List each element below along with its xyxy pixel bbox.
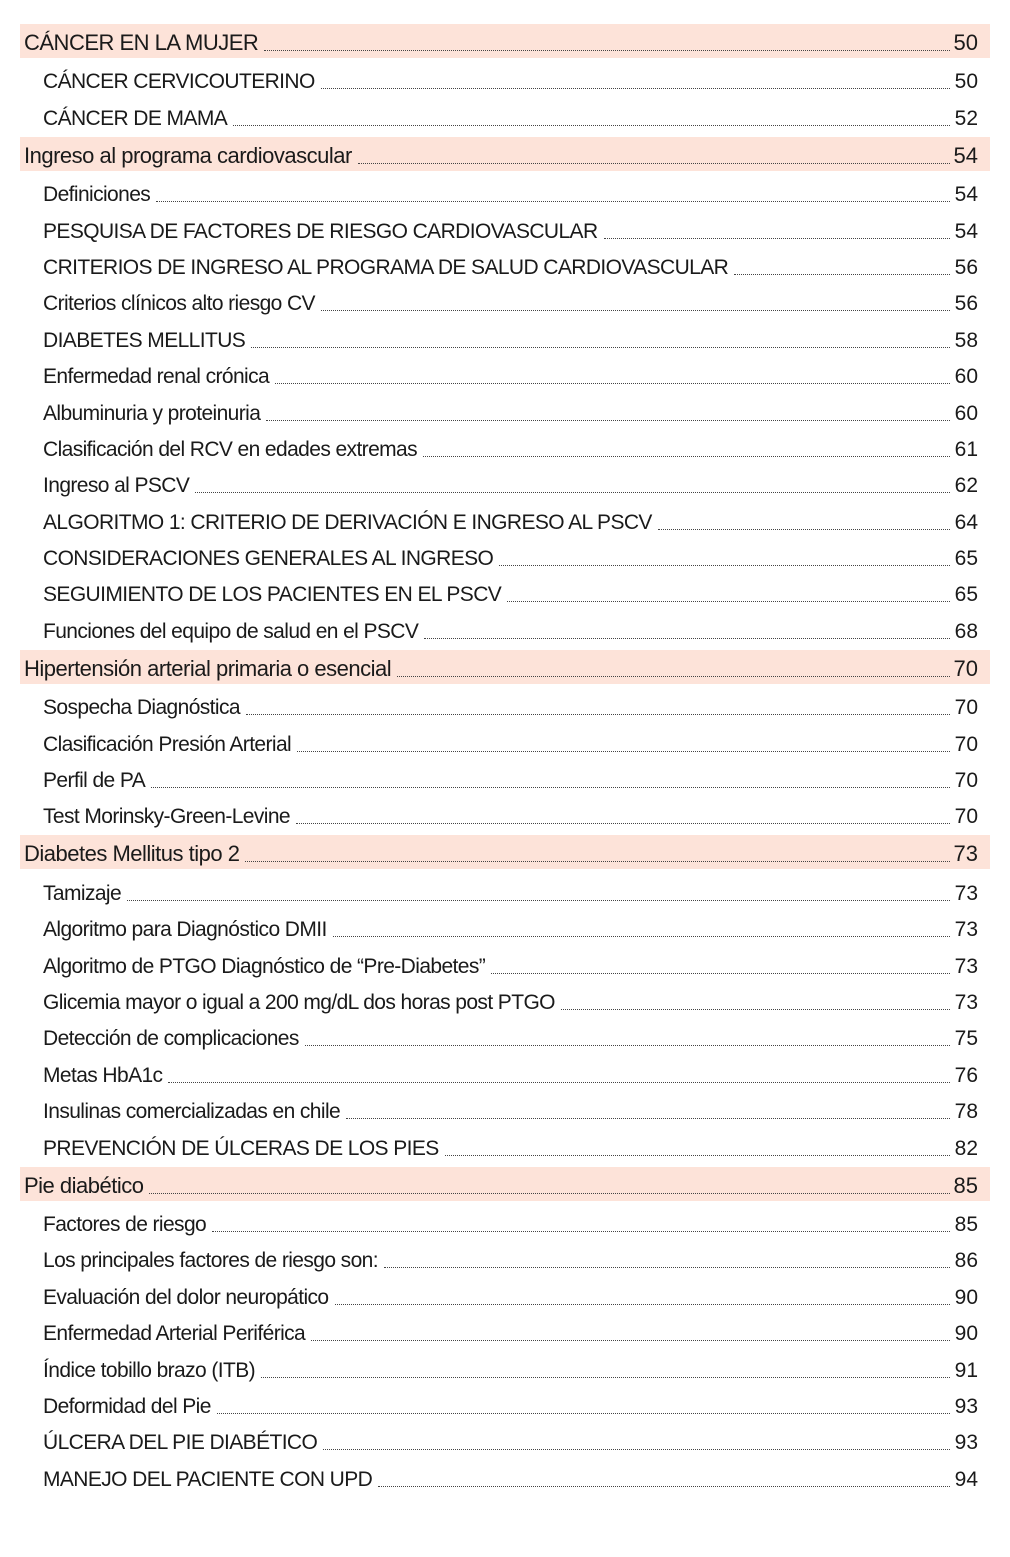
page-number: 70 <box>954 732 978 756</box>
toc-entry[interactable] <box>20 428 990 464</box>
page-number: 73 <box>954 954 978 978</box>
section-title: Diabetes Mellitus tipo 2 <box>24 841 240 867</box>
page-number: 86 <box>954 1249 978 1273</box>
toc-section-heading[interactable] <box>20 137 990 171</box>
dot-leader <box>151 787 950 788</box>
entry-title: Factores de riesgo <box>43 1212 207 1236</box>
dot-leader <box>195 492 950 493</box>
dot-leader <box>233 125 950 126</box>
entry-title: Clasificación del RCV en edades extremas <box>43 437 418 461</box>
entry-title: Albuminuria y proteinuria <box>43 401 261 425</box>
page-number: 70 <box>954 769 978 793</box>
dot-leader <box>604 238 950 239</box>
dot-leader <box>424 638 950 639</box>
page-number: 56 <box>954 255 978 279</box>
dot-leader <box>397 676 949 677</box>
toc-entry[interactable] <box>20 1457 990 1493</box>
page-number: 73 <box>954 918 978 942</box>
entry-title: ALGORITMO 1: CRITERIO DE DERIVACIÓN E INGRESO AL PSCV <box>43 510 652 534</box>
toc-entry[interactable] <box>20 537 990 573</box>
entry-title: Evaluación del dolor neuropático <box>43 1285 329 1309</box>
dot-leader <box>335 1304 950 1305</box>
entry-title: PREVENCIÓN DE ÚLCERAS DE LOS PIES <box>43 1136 439 1160</box>
page-number: 68 <box>954 619 978 643</box>
entry-title: Tamizaje <box>43 881 122 905</box>
page-number: 65 <box>954 547 978 571</box>
page-number: 56 <box>954 292 978 316</box>
toc-entry[interactable] <box>20 355 990 391</box>
toc-entry[interactable] <box>20 573 990 609</box>
page-number: 73 <box>954 881 978 905</box>
toc-entry[interactable] <box>20 1385 990 1421</box>
section-title: Hipertensión arterial primaria o esencial <box>24 655 392 681</box>
entry-title: Funciones del equipo de salud en el PSCV <box>43 619 419 643</box>
dot-leader <box>499 565 950 566</box>
toc-entry[interactable] <box>20 722 990 758</box>
entry-title: Definiciones <box>43 183 151 207</box>
dot-leader <box>149 1193 949 1194</box>
page-number: 94 <box>954 1467 978 1491</box>
toc-entry[interactable] <box>20 391 990 427</box>
toc-entry[interactable] <box>20 1203 990 1239</box>
entry-title: Detección de complicaciones <box>43 1027 299 1051</box>
section-title: Pie diabético <box>24 1172 144 1198</box>
dot-leader <box>358 163 950 164</box>
dot-leader <box>261 1377 950 1378</box>
entry-title: Sospecha Diagnóstica <box>43 696 240 720</box>
toc-section-heading[interactable] <box>20 835 990 869</box>
entry-title: CRITERIOS DE INGRESO AL PROGRAMA DE SALUD CARDIOVASCULAR <box>43 255 729 279</box>
page-number: 70 <box>953 655 978 681</box>
dot-leader <box>296 823 950 824</box>
dot-leader <box>734 274 950 275</box>
dot-leader <box>217 1413 950 1414</box>
entry-title: Glicemia mayor o igual a 200 mg/dL dos horas post PTGO <box>43 990 555 1014</box>
page-number: 62 <box>954 474 978 498</box>
dot-leader <box>127 900 950 901</box>
dot-leader <box>297 751 950 752</box>
dot-leader <box>321 88 950 89</box>
page-number: 50 <box>953 30 978 55</box>
page-number: 70 <box>954 696 978 720</box>
toc-entry[interactable] <box>20 1126 990 1162</box>
toc-section-heading[interactable] <box>20 24 990 58</box>
toc-entry[interactable] <box>20 246 990 282</box>
dot-leader <box>321 310 950 311</box>
entry-title: CÁNCER DE MAMA <box>43 106 228 130</box>
page-number: 50 <box>954 70 978 94</box>
entry-title: Los principales factores de riesgo son: <box>43 1249 378 1273</box>
toc-entry[interactable] <box>20 686 990 722</box>
dot-leader <box>346 1118 950 1119</box>
toc-entry[interactable] <box>20 173 990 209</box>
entry-title: Test Morinsky-Green-Levine <box>43 805 290 829</box>
page-number: 76 <box>954 1063 978 1087</box>
dot-leader <box>333 936 950 937</box>
dot-leader <box>561 1009 950 1010</box>
section-title: CÁNCER EN LA MUJER <box>24 30 259 55</box>
entry-title: Deformidad del Pie <box>43 1394 211 1418</box>
page-number: 90 <box>954 1322 978 1346</box>
dot-leader <box>168 1082 950 1083</box>
page-number: 93 <box>954 1431 978 1455</box>
toc-entry[interactable] <box>20 944 990 980</box>
toc-entry[interactable] <box>20 871 990 907</box>
dot-leader <box>246 714 950 715</box>
page-number: 70 <box>954 805 978 829</box>
entry-title: SEGUIMIENTO DE LOS PACIENTES EN EL PSCV <box>43 583 502 607</box>
toc-entry[interactable] <box>20 1053 990 1089</box>
dot-leader <box>264 50 949 51</box>
dot-leader <box>311 1340 950 1341</box>
toc-entry[interactable] <box>20 1090 990 1126</box>
page-number: 73 <box>953 841 978 867</box>
entry-title: DIABETES MELLITUS <box>43 328 246 352</box>
dot-leader <box>445 1155 950 1156</box>
page-number: 60 <box>954 365 978 389</box>
page-number: 78 <box>954 1100 978 1124</box>
dot-leader <box>212 1231 950 1232</box>
entry-title: Criterios clínicos alto riesgo CV <box>43 292 315 316</box>
toc-entry[interactable] <box>20 1275 990 1311</box>
toc-entry[interactable] <box>20 318 990 354</box>
dot-leader <box>251 347 950 348</box>
toc-entry[interactable] <box>20 96 990 132</box>
entry-title: Metas HbA1c <box>43 1063 163 1087</box>
entry-title: CÁNCER CERVICOUTERINO <box>43 70 315 94</box>
dot-leader <box>323 1449 950 1450</box>
entry-title: Clasificación Presión Arterial <box>43 732 292 756</box>
toc-section-heading[interactable] <box>20 1167 990 1201</box>
page-number: 54 <box>954 219 978 243</box>
page-number: 52 <box>954 106 978 130</box>
dot-leader <box>275 383 950 384</box>
dot-leader <box>491 973 950 974</box>
dot-leader <box>384 1267 950 1268</box>
page-number: 61 <box>954 437 978 461</box>
dot-leader <box>305 1045 950 1046</box>
dot-leader <box>507 601 950 602</box>
toc-entry[interactable] <box>20 1312 990 1348</box>
page-number: 58 <box>954 328 978 352</box>
entry-title: Enfermedad Arterial Periférica <box>43 1322 306 1346</box>
toc-entry[interactable] <box>20 464 990 500</box>
dot-leader <box>156 201 950 202</box>
toc-entry[interactable] <box>20 60 990 96</box>
toc-entry[interactable] <box>20 1017 990 1053</box>
page-number: 75 <box>954 1027 978 1051</box>
page-number: 54 <box>954 183 978 207</box>
toc-entry[interactable] <box>20 609 990 645</box>
entry-title: CONSIDERACIONES GENERALES AL INGRESO <box>43 547 494 571</box>
toc-entry[interactable] <box>20 282 990 318</box>
page-number: 93 <box>954 1394 978 1418</box>
page-number: 85 <box>953 1172 978 1198</box>
page-number: 64 <box>954 510 978 534</box>
entry-title: Algoritmo de PTGO Diagnóstico de “Pre-Diabetes” <box>43 954 486 978</box>
entry-title: Enfermedad renal crónica <box>43 365 270 389</box>
page-number: 90 <box>954 1285 978 1309</box>
toc-entry[interactable] <box>20 759 990 795</box>
dot-leader <box>245 861 949 862</box>
entry-title: Perfil de PA <box>43 769 146 793</box>
entry-title: MANEJO DEL PACIENTE CON UPD <box>43 1467 373 1491</box>
toc-entry[interactable] <box>20 1348 990 1384</box>
toc-entry[interactable] <box>20 1239 990 1275</box>
toc-entry[interactable] <box>20 981 990 1017</box>
dot-leader <box>378 1486 950 1487</box>
page-number: 91 <box>954 1358 978 1382</box>
dot-leader <box>658 529 950 530</box>
dot-leader <box>423 456 950 457</box>
page-number: 65 <box>954 583 978 607</box>
dot-leader <box>266 420 950 421</box>
entry-title: Índice tobillo brazo (ITB) <box>43 1358 255 1382</box>
page-number: 73 <box>954 990 978 1014</box>
toc-entry[interactable] <box>20 908 990 944</box>
entry-title: Insulinas comercializadas en chile <box>43 1100 341 1124</box>
entry-title: Ingreso al PSCV <box>43 474 190 498</box>
entry-title: PESQUISA DE FACTORES DE RIESGO CARDIOVASCULAR <box>43 219 598 243</box>
toc-entry[interactable] <box>20 500 990 536</box>
toc-entry[interactable] <box>20 1421 990 1457</box>
entry-title: ÚLCERA DEL PIE DIABÉTICO <box>43 1431 318 1455</box>
toc-section-heading[interactable] <box>20 650 990 684</box>
entry-title: Algoritmo para Diagnóstico DMII <box>43 918 327 942</box>
toc-entry[interactable] <box>20 795 990 831</box>
section-title: Ingreso al programa cardiovascular <box>24 142 352 168</box>
table-of-contents <box>20 24 990 1494</box>
page-number: 82 <box>954 1136 978 1160</box>
page-number: 60 <box>954 401 978 425</box>
page-number: 54 <box>953 142 978 168</box>
toc-entry[interactable] <box>20 209 990 245</box>
page-number: 85 <box>954 1212 978 1236</box>
